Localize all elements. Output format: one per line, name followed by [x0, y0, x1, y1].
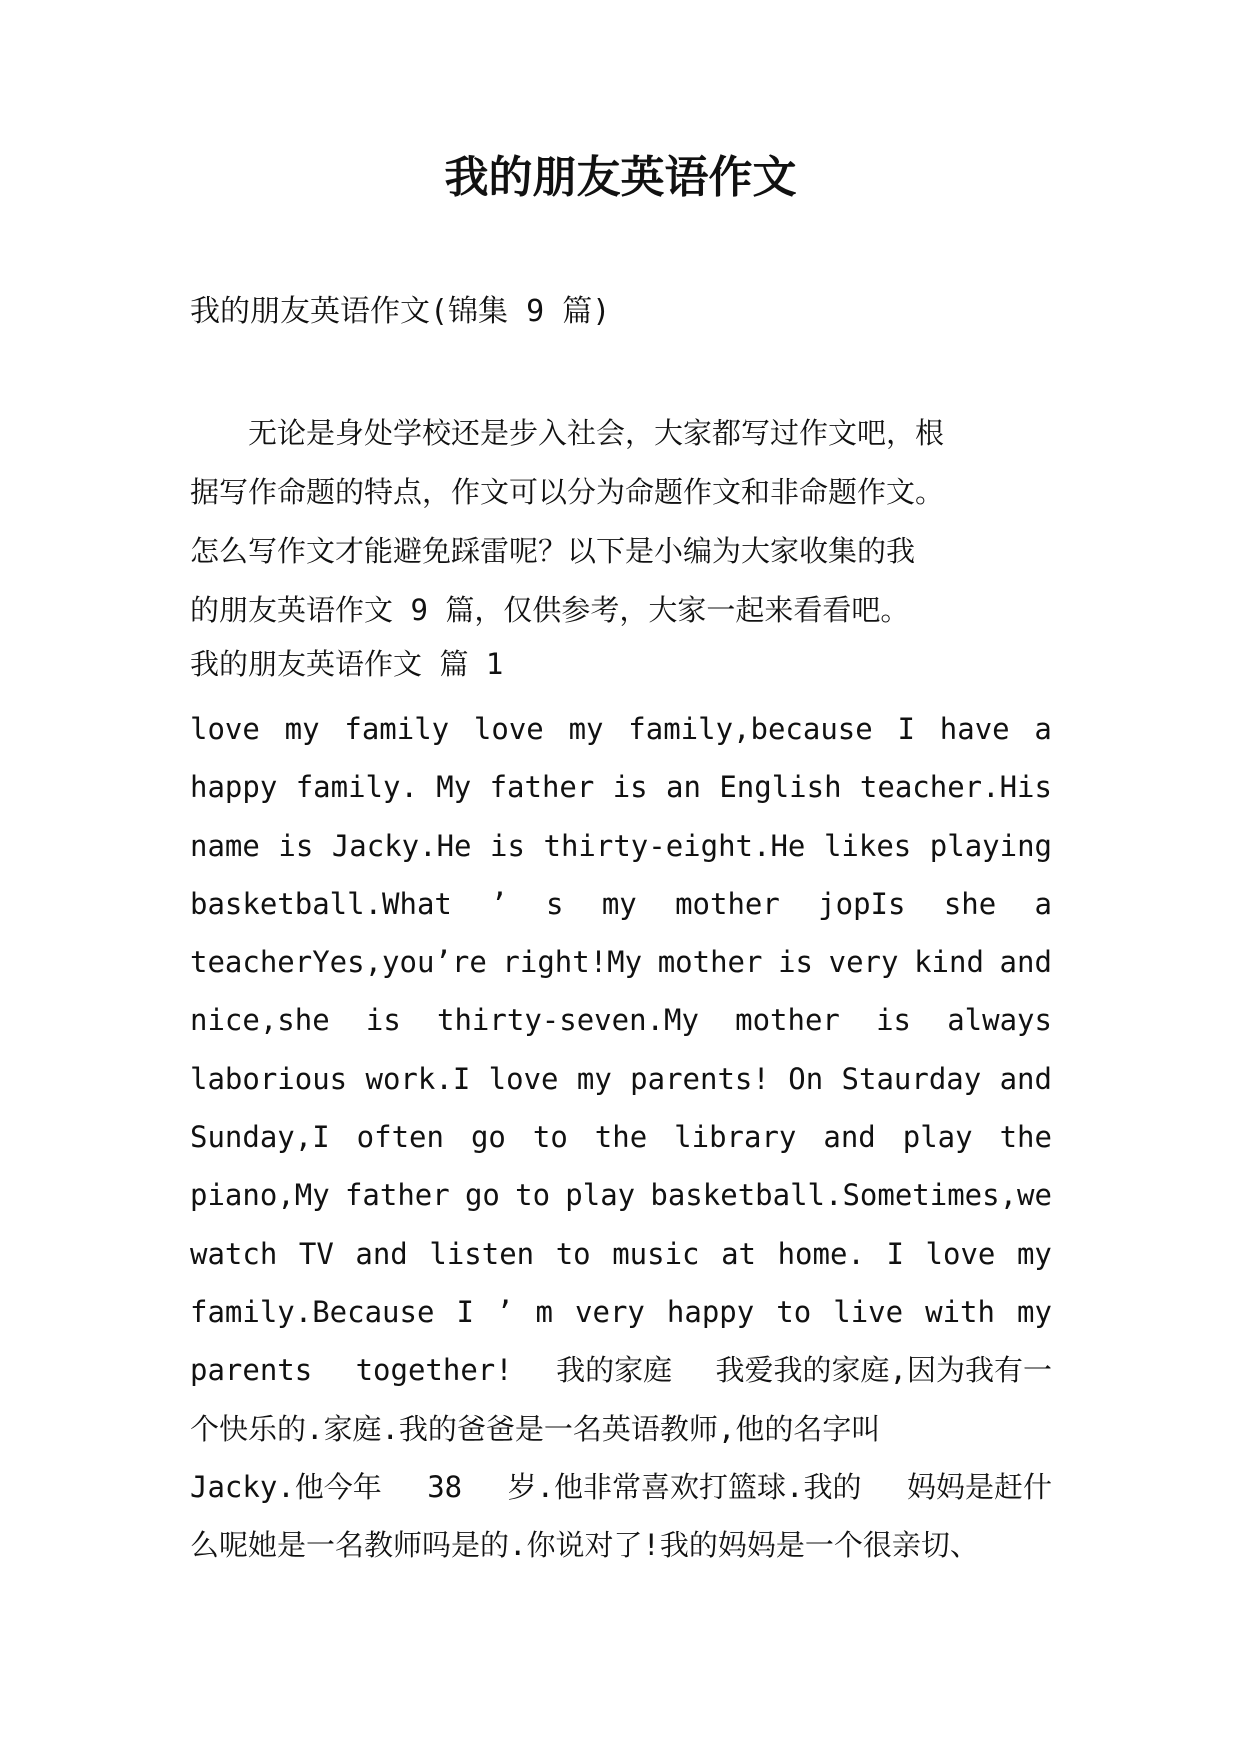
essay-word: music	[612, 1236, 700, 1271]
essay-line	[190, 1283, 1052, 1341]
essay-word: playing	[929, 828, 1052, 863]
essay-line	[190, 875, 1052, 933]
essay-word: is	[876, 1003, 912, 1038]
essay-word: On	[788, 1061, 824, 1096]
essay-word: family,because	[628, 712, 873, 746]
intro-line: 据写作命题的特点，作文可以分为命题作文和非命题作文。	[190, 475, 945, 509]
essay-word: mother	[735, 1003, 840, 1038]
essay-word: with	[925, 1294, 995, 1329]
essay-word: Jacky.He	[331, 828, 472, 863]
essay-word: my	[284, 712, 320, 746]
essay-word: 岁.他非常喜欢打篮球.我的	[507, 1469, 862, 1504]
essay-word: thirty-eight.He	[543, 828, 806, 863]
essay-word: my	[1017, 1294, 1052, 1329]
essay-word: mother	[675, 886, 780, 921]
essay-word: often	[356, 1120, 444, 1155]
section-heading: 我的朋友英语作文 篇 1	[190, 647, 504, 681]
essay-word: love	[190, 712, 260, 746]
essay-word: mother	[657, 945, 763, 980]
essay-word: watch	[190, 1236, 278, 1271]
essay-word: and	[823, 1120, 876, 1155]
essay-word: is	[778, 945, 814, 980]
essay-word: English	[719, 770, 842, 805]
essay-word: laborious	[190, 1061, 348, 1096]
essay-word: family.Because	[190, 1294, 435, 1329]
essay-word: nice,she	[190, 1003, 330, 1038]
essay-word: father	[344, 1178, 450, 1213]
essay-word: TV	[298, 1236, 334, 1271]
essay-word: name	[190, 828, 260, 863]
essay-word: an	[666, 770, 701, 805]
essay-word: ’	[496, 1294, 514, 1329]
essay-line	[190, 817, 1052, 875]
essay-word: Staurday	[841, 1061, 982, 1096]
essay-word: my	[576, 1061, 612, 1096]
essay-word: happy	[666, 1294, 755, 1329]
essay-line	[190, 991, 1052, 1049]
essay-word: a	[1034, 886, 1052, 921]
essay-word: thirty-seven.My	[437, 1003, 699, 1038]
essay-word: always	[947, 1003, 1052, 1038]
essay-word: go	[470, 1120, 506, 1155]
essay-word: I	[456, 1294, 474, 1329]
essay-word: 我爱我的家庭,因为我有一	[715, 1353, 1052, 1388]
essay-word: a	[1034, 712, 1052, 746]
essay-body	[190, 700, 1052, 1574]
essay-word: together!	[355, 1353, 513, 1388]
essay-word: play	[565, 1178, 636, 1213]
essay-line	[190, 1166, 1052, 1224]
essay-word: s	[546, 886, 564, 921]
essay-word: very	[828, 945, 899, 980]
essay-word: to	[555, 1236, 591, 1271]
essay-word: play	[902, 1120, 973, 1155]
essay-word: 个快乐的.家庭.我的爸爸是一名英语教师,他的名字叫	[190, 1411, 881, 1446]
essay-line	[190, 1341, 1052, 1399]
essay-word: the	[594, 1120, 648, 1155]
essay-word: live	[833, 1294, 904, 1329]
essay-word: right!My	[502, 945, 643, 980]
essay-word: happy	[190, 770, 278, 805]
essay-word: basketball.What	[190, 886, 452, 921]
essay-word: is	[278, 828, 314, 863]
essay-word: love	[488, 1061, 559, 1096]
essay-word: at	[721, 1236, 757, 1271]
essay-word: home.	[777, 1236, 865, 1271]
essay-word: and	[999, 1061, 1052, 1096]
essay-line	[190, 1050, 1052, 1108]
intro-line: 无论是身处学校还是步入社会，大家都写过作文吧，根	[190, 416, 945, 450]
essay-word: have	[939, 712, 1010, 746]
essay-word: love	[473, 712, 544, 746]
essay-line	[190, 1516, 1052, 1574]
essay-word: I	[886, 1236, 904, 1271]
essay-word: m	[535, 1294, 553, 1329]
essay-word: piano,My	[190, 1178, 330, 1213]
essay-word: listen	[429, 1236, 535, 1271]
essay-word: Sunday,I	[190, 1120, 330, 1155]
essay-word: my	[1016, 1236, 1052, 1271]
essay-word: and	[999, 945, 1052, 980]
intro-line: 的朋友英语作文 9 篇，仅供参考，大家一起来看看吧。	[190, 593, 910, 627]
intro-line: 怎么写作文才能避免踩雷呢？以下是小编为大家收集的我	[190, 534, 916, 568]
essay-word: family.	[295, 770, 418, 805]
essay-word: to	[532, 1120, 568, 1155]
document-subtitle: 我的朋友英语作文(锦集 9 篇)	[190, 294, 611, 329]
essay-word: to	[776, 1294, 812, 1329]
essay-word: My	[436, 770, 472, 805]
essay-line	[190, 1400, 1052, 1458]
essay-word: ’	[490, 886, 508, 921]
essay-word: Jacky.他今年	[190, 1469, 382, 1504]
essay-word: is	[365, 1003, 401, 1038]
essay-word: basketball.Sometimes,we	[650, 1178, 1052, 1213]
intro-paragraph	[190, 404, 1052, 640]
essay-word: jopIs	[818, 886, 906, 921]
essay-word: 么呢她是一名教师吗是的.你说对了!我的妈妈是一个很亲切、	[190, 1528, 979, 1563]
essay-word: family	[344, 712, 450, 746]
essay-word: 我的家庭	[556, 1353, 673, 1388]
essay-line	[190, 1225, 1052, 1283]
essay-word: library	[674, 1120, 797, 1155]
essay-word: she	[943, 886, 997, 921]
essay-word: parents	[190, 1353, 313, 1388]
essay-word: and	[355, 1236, 408, 1271]
essay-word: 妈妈是赶什	[906, 1469, 1052, 1504]
essay-word: very	[575, 1294, 645, 1329]
essay-word: my	[568, 712, 604, 746]
essay-word: parents!	[630, 1061, 770, 1096]
essay-line	[190, 758, 1052, 816]
essay-word: love	[925, 1236, 996, 1271]
essay-word: work.I	[365, 1061, 471, 1096]
essay-line	[190, 1458, 1052, 1516]
document-title: 我的朋友英语作文	[444, 152, 797, 203]
essay-word: likes	[823, 828, 912, 863]
essay-word: teacherYes,you’re	[190, 945, 487, 980]
essay-word: to	[515, 1178, 551, 1213]
essay-word: 38	[427, 1469, 463, 1504]
essay-word: teacher.His	[859, 770, 1052, 805]
essay-word: go	[464, 1178, 500, 1213]
essay-line	[190, 1108, 1052, 1166]
essay-word: is	[612, 770, 648, 805]
essay-word: is	[490, 828, 525, 863]
essay-line	[190, 700, 1052, 758]
essay-word: the	[999, 1120, 1052, 1155]
essay-word: my	[601, 886, 637, 921]
essay-word: kind	[914, 945, 984, 980]
essay-line	[190, 933, 1052, 991]
essay-word: father	[489, 770, 595, 805]
essay-word: I	[897, 712, 915, 746]
